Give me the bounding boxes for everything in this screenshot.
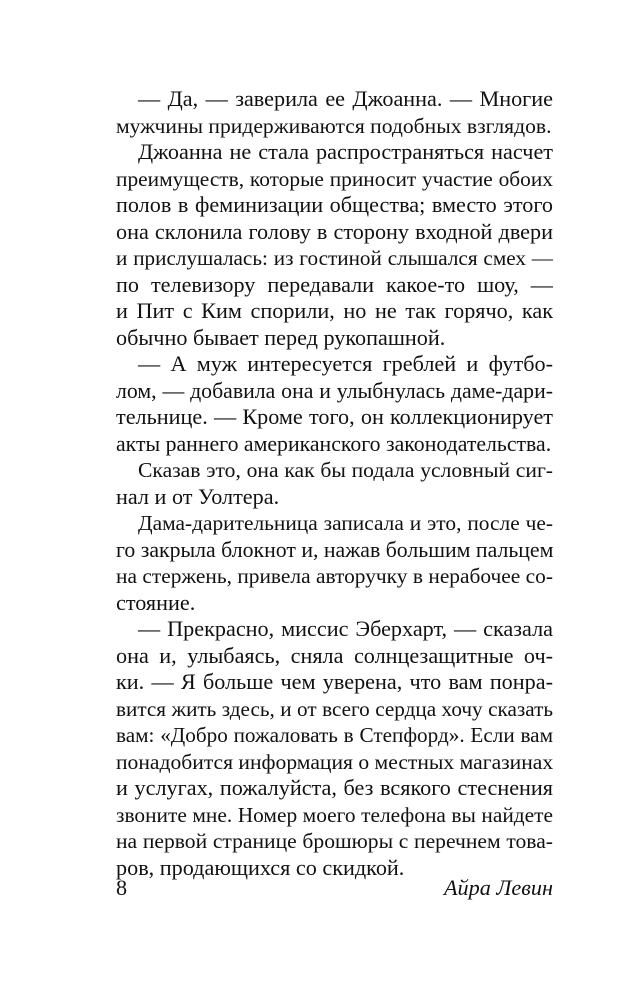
text-line: звоните мне. Номер моего телефона вы найдете — [116, 802, 553, 827]
text-line: и прислушалась: из гостиной слышался смех — — [116, 246, 553, 270]
text-line: она склонила голову в сторону входной двери — [116, 218, 553, 244]
text-line: стояние. — [116, 589, 196, 615]
text-line: вам: «Добро пожаловать в Степфорд». Если вам — [116, 723, 553, 747]
text-line: го закрыла блокнот и, нажав большим пальцем — [116, 537, 553, 562]
text-line: ров, продающихся со скидкой. — [116, 854, 405, 880]
text-line: Дама-дарительница записала и это, после че- — [138, 511, 553, 535]
text-line: — А муж интересуется греблей и футбо- — [138, 351, 553, 376]
text-line: на стержень, привела авторучку в нерабочее со- — [116, 564, 553, 588]
page-number: 8 — [116, 875, 128, 900]
text-line: преимуществ, которые приносит участие обоих — [116, 166, 553, 191]
text-line: полов в феминизации общества; вместо этого — [116, 192, 553, 217]
text-line: ки. — Я больше чем уверена, что вам понра- — [116, 669, 553, 694]
text-line: она и, улыбаясь, сняла солнцезащитные оч- — [116, 642, 553, 668]
text-line: понадобится информация о местных магазинах — [116, 749, 553, 774]
text-line: обычно бывает перед рукопашной. — [116, 324, 446, 350]
text-line: по телевизору передавали какое-то шоу, — — [116, 271, 553, 297]
text-line: и услугах, пожалуйста, без всякого стеснения — [116, 775, 553, 800]
text-line: и Пит с Ким спорили, но не так горячо, как — [116, 298, 553, 323]
text-line: Джоанна не стала распространяться насчет — [138, 139, 553, 164]
text-line: нал и от Уолтера. — [116, 483, 280, 509]
text-line: мужчины придерживаются подобных взглядов. — [116, 113, 552, 138]
page-footer — [116, 874, 553, 902]
text-line: Сказав это, она как бы подала условный сиг- — [138, 458, 553, 482]
running-head-author: Айра Левин — [444, 875, 553, 900]
text-line: тельнице. — Кроме того, он коллекционирует — [116, 404, 553, 429]
text-line: лом, — добавила она и улыбнулась даме-дари- — [116, 378, 553, 403]
page-text — [116, 86, 553, 881]
text-line: — Да, — заверила ее Джоанна. — Многие — [138, 86, 553, 111]
text-line: на первой странице брошюры с перечнем това- — [116, 829, 553, 853]
text-line: — Прекрасно, миссис Эберхарт, — сказала — [138, 616, 553, 641]
text-line: вится жить здесь, и от всего сердца хочу сказать — [116, 696, 553, 721]
text-line: акты раннего американского законодательства. — [116, 431, 552, 456]
